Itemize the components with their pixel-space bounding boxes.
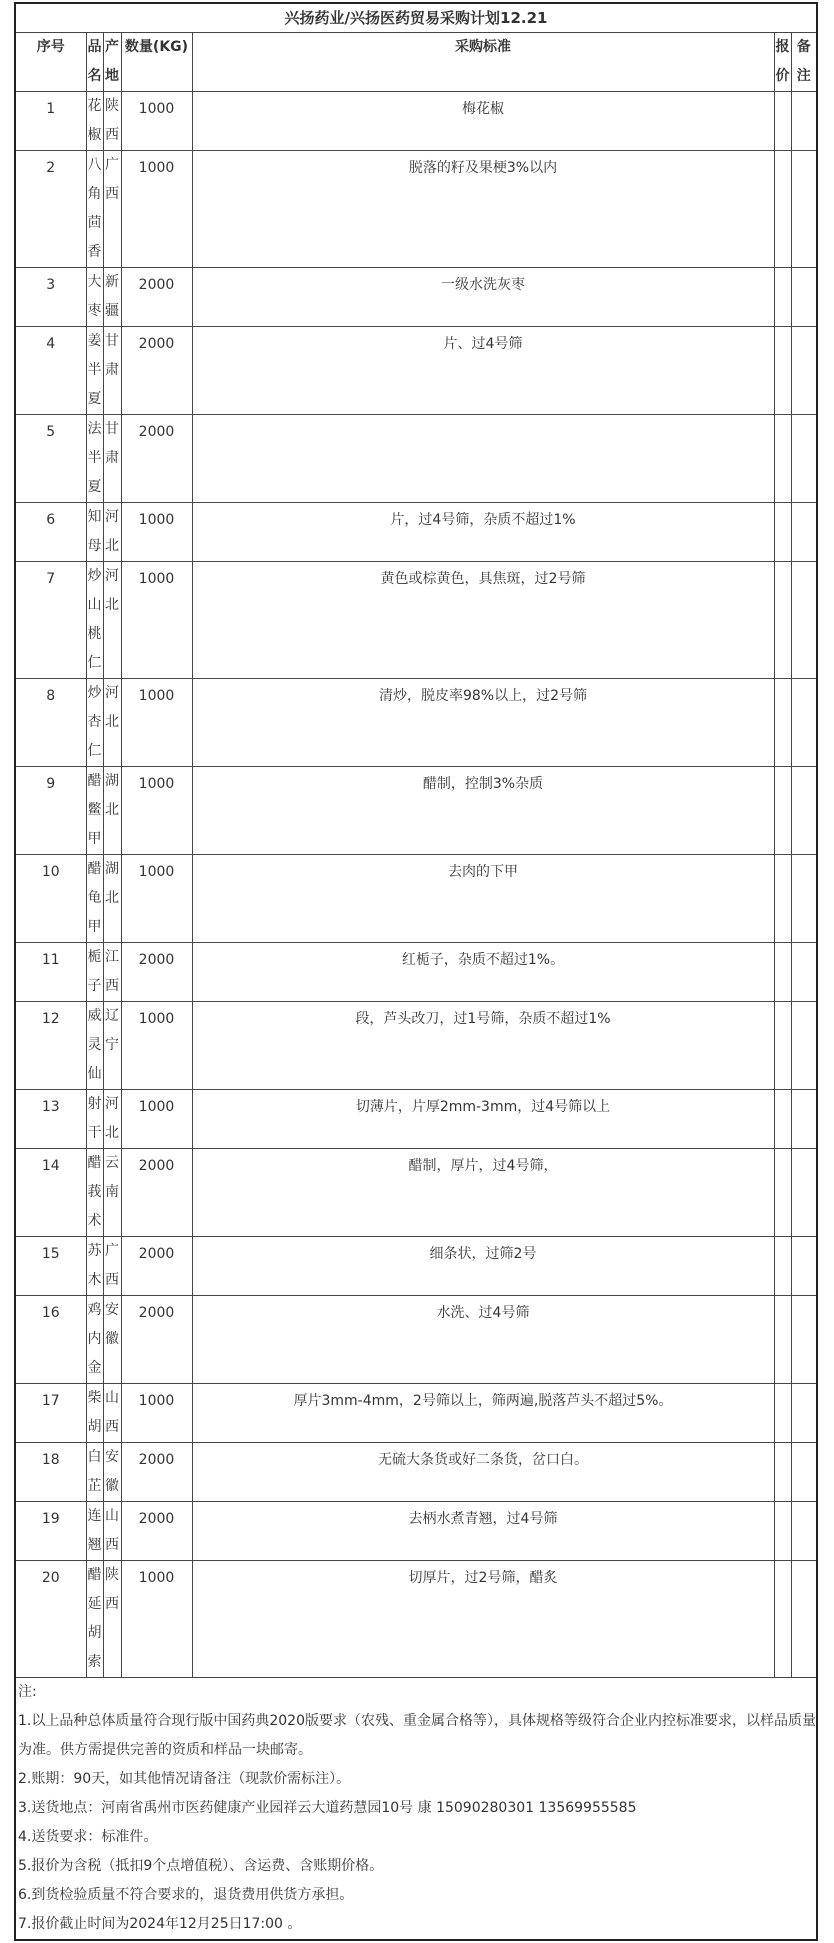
row-origin: 江西 [103,943,121,1002]
row-qty: 2000 [121,327,192,415]
row-seq: 8 [15,679,86,767]
row-standard: 切厚片，过2号筛，醋炙 [192,1561,774,1678]
row-seq: 1 [15,92,86,151]
row-origin: 山西 [103,1502,121,1561]
note-line: 2.账期：90天，如其他情况请备注（现款价需标注）。 [18,1771,351,1787]
note-line: 5.报价为含税（抵扣9个点增值税）、含运费、含账期价格。 [18,1858,384,1874]
row-seq: 6 [15,503,86,562]
row-seq: 15 [15,1237,86,1296]
row-origin: 辽宁 [103,1002,121,1090]
row-name: 威灵仙 [86,1002,103,1090]
table-row [15,767,817,855]
row-origin: 云南 [103,1149,121,1237]
row-seq: 11 [15,943,86,1002]
row-standard: 片，过4号筛，杂质不超过1% [192,503,774,562]
note-line: 6.到货检验质量不符合要求的，退货费用供货方承担。 [18,1887,354,1903]
row-price [774,1502,791,1561]
row-standard: 红栀子，杂质不超过1%。 [192,943,774,1002]
row-standard: 脱落的籽及果梗3%以内 [192,151,774,268]
row-qty: 1000 [121,767,192,855]
row-standard: 一级水洗灰枣 [192,268,774,327]
table-row [15,415,817,503]
row-price [774,1090,791,1149]
row-name: 连翘 [86,1502,103,1561]
header-name: 品名 [86,33,103,92]
row-name: 鸡内金 [86,1296,103,1384]
row-origin: 山西 [103,1384,121,1443]
row-remark [791,1384,817,1443]
note-line: 注: [18,1684,37,1700]
row-qty: 2000 [121,1237,192,1296]
row-remark [791,679,817,767]
row-price [774,1561,791,1678]
row-qty: 1000 [121,1561,192,1678]
row-origin: 广西 [103,151,121,268]
row-seq: 9 [15,767,86,855]
row-name: 醋延胡索 [86,1561,103,1678]
table-row [15,679,817,767]
note-line: 7.报价截止时间为2024年12月25日17:00 。 [18,1916,302,1932]
row-name: 花椒 [86,92,103,151]
row-origin: 安徽 [103,1443,121,1502]
note-line: 3.送货地点：河南省禹州市医药健康产业园祥云大道药慧园10号 康 15090280301 13569955585 [18,1800,637,1816]
table-row [15,1002,817,1090]
table-row [15,268,817,327]
row-qty: 1000 [121,562,192,679]
row-seq: 10 [15,855,86,943]
row-qty: 2000 [121,1149,192,1237]
row-name: 射干 [86,1090,103,1149]
table-row [15,1149,817,1237]
row-name: 醋鳖甲 [86,767,103,855]
row-qty: 1000 [121,1384,192,1443]
row-origin: 广西 [103,1237,121,1296]
row-qty: 2000 [121,943,192,1002]
row-seq: 12 [15,1002,86,1090]
table-row [15,1561,817,1678]
row-price [774,503,791,562]
table-row [15,1296,817,1384]
row-standard: 切薄片，片厚2mm-3mm，过4号筛以上 [192,1090,774,1149]
row-origin: 新疆 [103,268,121,327]
row-remark [791,1296,817,1384]
row-price [774,1384,791,1443]
header-origin: 产地 [103,33,121,92]
row-standard: 段，芦头改刀，过1号筛，杂质不超过1% [192,1002,774,1090]
row-qty: 2000 [121,268,192,327]
table-row [15,92,817,151]
table-row [15,943,817,1002]
notes-cell [15,1678,817,1941]
row-remark [791,268,817,327]
row-origin: 陕西 [103,92,121,151]
row-origin: 湖北 [103,855,121,943]
row-standard: 黄色或棕黄色，具焦斑，过2号筛 [192,562,774,679]
row-seq: 7 [15,562,86,679]
row-standard: 梅花椒 [192,92,774,151]
row-origin: 河北 [103,503,121,562]
row-qty: 1000 [121,855,192,943]
table-row [15,1090,817,1149]
row-price [774,943,791,1002]
row-qty: 1000 [121,151,192,268]
row-price [774,1296,791,1384]
row-name: 苏木 [86,1237,103,1296]
row-name: 姜半夏 [86,327,103,415]
note-line: 4.送货要求：标准件。 [18,1829,158,1845]
row-qty: 2000 [121,1502,192,1561]
row-seq: 19 [15,1502,86,1561]
row-qty: 1000 [121,503,192,562]
row-origin: 河北 [103,1090,121,1149]
row-price [774,1002,791,1090]
row-standard: 醋制，控制3%杂质 [192,767,774,855]
table-row [15,562,817,679]
row-standard: 去肉的下甲 [192,855,774,943]
row-seq: 13 [15,1090,86,1149]
note-line: 1.以上品种总体质量符合现行版中国药典2020版要求（农残、重金属合格等），具体规格等级符合企业内控标准要求，以样品质量为准。供方需提供完善的资质和样品一块邮寄。 [18,1713,816,1758]
row-remark [791,1443,817,1502]
row-remark [791,1237,817,1296]
row-remark [791,151,817,268]
row-name: 法半夏 [86,415,103,503]
row-origin: 陕西 [103,1561,121,1678]
row-price [774,92,791,151]
row-seq: 3 [15,268,86,327]
row-remark [791,1149,817,1237]
row-origin: 河北 [103,679,121,767]
row-qty: 1000 [121,679,192,767]
row-origin: 甘肃 [103,327,121,415]
row-name: 知母 [86,503,103,562]
header-remark: 备注 [791,33,817,92]
purchase-plan-table [14,2,818,1941]
table-row [15,1237,817,1296]
row-price [774,855,791,943]
header-price: 报价 [774,33,791,92]
table-row [15,1502,817,1561]
row-qty: 2000 [121,1443,192,1502]
row-price [774,1237,791,1296]
row-name: 炒山桃仁 [86,562,103,679]
table-row [15,503,817,562]
row-price [774,767,791,855]
row-price [774,268,791,327]
row-qty: 1000 [121,92,192,151]
row-standard: 去柄水煮青翘，过4号筛 [192,1502,774,1561]
row-price [774,415,791,503]
row-qty: 2000 [121,415,192,503]
row-standard: 片、过4号筛 [192,327,774,415]
row-standard: 无硫大条货或好二条货，岔口白。 [192,1443,774,1502]
table-row [15,1384,817,1443]
row-price [774,562,791,679]
row-seq: 5 [15,415,86,503]
table-row [15,151,817,268]
row-qty: 1000 [121,1002,192,1090]
row-price [774,327,791,415]
row-seq: 2 [15,151,86,268]
row-remark [791,562,817,679]
row-qty: 2000 [121,1296,192,1384]
row-name: 醋莪术 [86,1149,103,1237]
row-price [774,1443,791,1502]
row-seq: 16 [15,1296,86,1384]
row-name: 八角茴香 [86,151,103,268]
row-origin: 安徽 [103,1296,121,1384]
row-price [774,1149,791,1237]
row-name: 炒杏仁 [86,679,103,767]
table-row [15,1443,817,1502]
table-row [15,327,817,415]
row-remark [791,327,817,415]
row-origin: 河北 [103,562,121,679]
row-seq: 20 [15,1561,86,1678]
row-remark [791,1561,817,1678]
row-standard: 细条状，过筛2号 [192,1237,774,1296]
row-standard: 水洗、过4号筛 [192,1296,774,1384]
row-price [774,679,791,767]
row-seq: 4 [15,327,86,415]
row-remark [791,92,817,151]
row-name: 柴胡 [86,1384,103,1443]
row-standard: 醋制，厚片，过4号筛， [192,1149,774,1237]
row-remark [791,855,817,943]
table-row [15,855,817,943]
row-qty: 1000 [121,1090,192,1149]
row-seq: 17 [15,1384,86,1443]
row-remark [791,503,817,562]
row-remark [791,943,817,1002]
row-remark [791,1090,817,1149]
row-standard [192,415,774,503]
row-standard: 厚片3mm-4mm，2号筛以上，筛两遍,脱落芦头不超过5%。 [192,1384,774,1443]
header-standard: 采购标准 [192,33,774,92]
row-origin: 甘肃 [103,415,121,503]
row-remark [791,767,817,855]
header-seq: 序号 [15,33,86,92]
row-seq: 14 [15,1149,86,1237]
row-remark [791,415,817,503]
row-origin: 湖北 [103,767,121,855]
row-name: 栀子 [86,943,103,1002]
row-remark [791,1002,817,1090]
row-name: 醋龟甲 [86,855,103,943]
row-price [774,151,791,268]
row-name: 白芷 [86,1443,103,1502]
row-name: 大枣 [86,268,103,327]
row-remark [791,1502,817,1561]
row-standard: 清炒，脱皮率98%以上，过2号筛 [192,679,774,767]
header-qty: 数量(KG) [121,33,192,92]
row-seq: 18 [15,1443,86,1502]
table-title: 兴扬药业/兴扬医药贸易采购计划12.21 [15,3,817,33]
